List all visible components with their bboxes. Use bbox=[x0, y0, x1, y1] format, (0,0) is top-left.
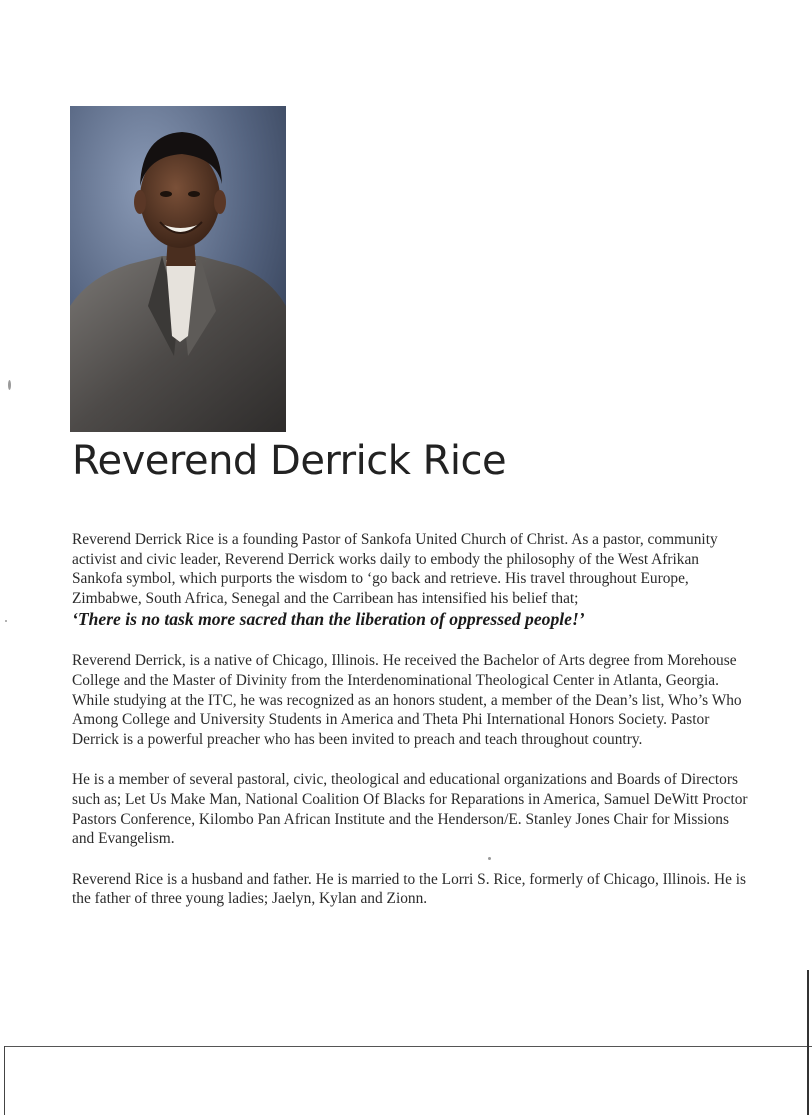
bio-paragraph-3: He is a member of several pastoral, civic, theological and educational organizations and Boards of Directors such as; Let Us Make Man, National Coalition Of Blacks for Reparations in America, Samuel DeWitt Proctor Pastors Conference, Kilombo Pan African Institute and the Henderson/E. Stanley Jones Chair for Missions and Evangelism. bbox=[72, 771, 748, 848]
biography bbox=[72, 530, 752, 930]
bio-paragraph-1-text: Reverend Derrick Rice is a founding Pastor of Sankofa United Church of Christ. As a pastor, community activist and civic leader, Reverend Derrick works daily to embody the philosophy of the West Afrikan Sankofa symbol, which purports the wisdom to ‘go back and retrieve. His travel throughout Europe, Zimbabwe, South Africa, Senegal and the Carribean has intensified his belief that; bbox=[72, 531, 718, 607]
bio-paragraph-1 bbox=[72, 530, 752, 630]
bio-quote: ‘There is no task more sacred than the liberation of oppressed people!’ bbox=[72, 609, 585, 630]
page-title: Reverend Derrick Rice bbox=[72, 438, 507, 484]
portrait-photo bbox=[70, 106, 286, 432]
page-right-edge bbox=[807, 970, 809, 1115]
portrait-illustration bbox=[70, 106, 286, 432]
scan-speck bbox=[8, 380, 11, 390]
scan-speck bbox=[488, 857, 491, 860]
page-left-edge bbox=[4, 1046, 5, 1115]
page-bottom-divider bbox=[4, 1046, 812, 1047]
bio-paragraph-2: Reverend Derrick, is a native of Chicago, Illinois. He received the Bachelor of Arts degree from Morehouse College and the Master of Divinity from the Interdenominational Theological Center in Atlanta, Georgia. While studying at the ITC, he was recognized as an honors student, a member of the Dean’s list, Who’s Who Among College and University Students in America and Theta Phi International Honors Society. Pastor Derrick is a powerful preacher who has been invited to preach and teach throughout country. bbox=[72, 652, 742, 748]
bio-paragraph-4: Reverend Rice is a husband and father. He is married to the Lorri S. Rice, formerly of Chicago, Illinois. He is the father of three young ladies; Jaelyn, Kylan and Zionn. bbox=[72, 870, 747, 908]
scan-speck bbox=[5, 620, 7, 622]
